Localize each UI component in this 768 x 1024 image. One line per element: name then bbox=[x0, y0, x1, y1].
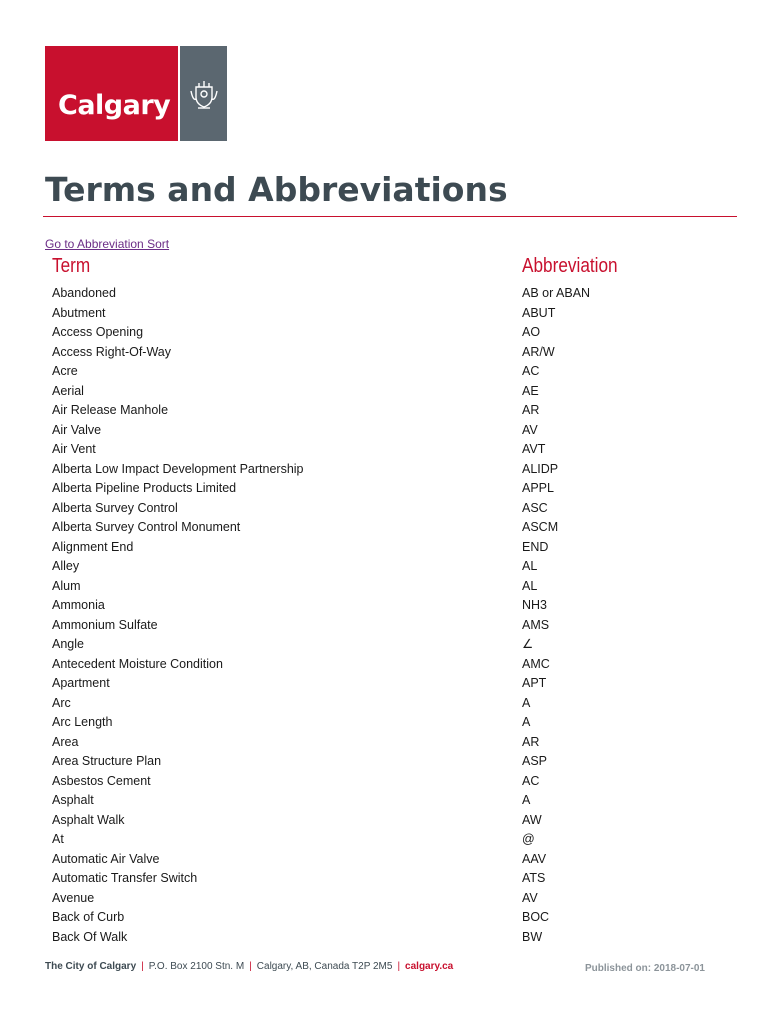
table-row bbox=[0, 791, 768, 811]
table-row bbox=[0, 284, 768, 304]
abbreviation-cell: BW bbox=[522, 929, 543, 944]
abbreviation-cell: AVT bbox=[522, 442, 546, 456]
table-row bbox=[0, 518, 768, 538]
table-row bbox=[0, 869, 768, 889]
abbreviation-cell: AMC bbox=[522, 656, 550, 671]
term-cell: Automatic Transfer Switch bbox=[52, 871, 198, 885]
abbreviation-cell: AMS bbox=[522, 617, 550, 632]
table-row bbox=[0, 674, 768, 694]
abbreviation-cell: AL bbox=[522, 559, 538, 573]
term-cell: Alberta Survey Control Monument bbox=[52, 520, 241, 534]
term-cell: Air Vent bbox=[52, 442, 96, 456]
table-row bbox=[0, 460, 768, 480]
logo-crest-block bbox=[180, 46, 227, 141]
term-cell: Alley bbox=[52, 559, 80, 573]
table-row bbox=[0, 616, 768, 636]
abbreviation-cell: @ bbox=[522, 832, 535, 846]
logo-red-block bbox=[45, 46, 178, 141]
footer-org: The City of Calgary bbox=[45, 961, 137, 972]
page-title: Terms and Abbreviations bbox=[45, 170, 508, 209]
abbreviation-cell: AR bbox=[522, 403, 540, 417]
term-cell: Asphalt bbox=[52, 793, 94, 807]
abbreviation-cell: AL bbox=[522, 578, 538, 593]
table-row bbox=[0, 772, 768, 792]
table-row bbox=[0, 304, 768, 324]
term-cell: Arc Length bbox=[52, 715, 113, 729]
table-row bbox=[0, 752, 768, 772]
table-row bbox=[0, 811, 768, 831]
term-cell: Automatic Air Valve bbox=[52, 851, 160, 866]
table-row bbox=[0, 440, 768, 460]
abbreviation-cell: AR bbox=[522, 734, 540, 749]
abbreviation-column-header: Abbreviation bbox=[522, 255, 618, 277]
abbreviation-cell: APT bbox=[522, 676, 547, 690]
term-cell: Ammonia bbox=[52, 598, 105, 612]
abbreviation-cell: AV bbox=[522, 422, 538, 437]
term-cell: Alignment End bbox=[52, 539, 134, 554]
table-row bbox=[0, 499, 768, 519]
term-cell: Area Structure Plan bbox=[52, 754, 162, 768]
abbreviation-cell: A bbox=[522, 715, 531, 729]
abbreviation-cell: END bbox=[522, 539, 549, 554]
abbreviation-cell: AW bbox=[522, 812, 542, 827]
term-cell: Air Valve bbox=[52, 422, 102, 437]
term-cell: Avenue bbox=[52, 890, 95, 905]
table-row bbox=[0, 635, 768, 655]
table-row bbox=[0, 557, 768, 577]
term-cell: Alum bbox=[52, 578, 81, 593]
abbreviation-sort-link[interactable]: Go to Abbreviation Sort bbox=[45, 237, 170, 251]
abbreviation-cell: A bbox=[522, 695, 531, 710]
logo-wordmark: Calgary bbox=[58, 90, 171, 121]
title-divider bbox=[43, 216, 737, 217]
table-row bbox=[0, 596, 768, 616]
term-cell: Area bbox=[52, 734, 79, 749]
table-row bbox=[0, 421, 768, 441]
table-row bbox=[0, 830, 768, 850]
table-row bbox=[0, 733, 768, 753]
term-cell: Antecedent Moisture Condition bbox=[52, 656, 223, 671]
table-row bbox=[0, 401, 768, 421]
calgary-logo bbox=[45, 46, 227, 141]
abbreviation-cell: AC bbox=[522, 364, 540, 378]
abbreviation-cell: AR/W bbox=[522, 344, 555, 359]
footer-website-link[interactable]: calgary.ca bbox=[405, 961, 454, 972]
term-cell: Abandoned bbox=[52, 286, 116, 300]
abbreviation-cell: ASP bbox=[522, 754, 548, 768]
abbreviation-cell: BOC bbox=[522, 910, 550, 924]
term-cell: Alberta Pipeline Products Limited bbox=[52, 481, 237, 495]
term-cell: Abutment bbox=[52, 305, 106, 320]
table-row bbox=[0, 577, 768, 597]
term-cell: Back Of Walk bbox=[52, 929, 128, 944]
table-row bbox=[0, 850, 768, 870]
table-row bbox=[0, 908, 768, 928]
term-cell: Arc bbox=[52, 695, 71, 710]
abbreviation-cell: AC bbox=[522, 773, 540, 788]
table-row bbox=[0, 694, 768, 714]
term-column-header: Term bbox=[52, 255, 91, 277]
table-row bbox=[0, 655, 768, 675]
abbreviation-cell: AB or ABAN bbox=[522, 286, 591, 300]
city-crest-icon bbox=[187, 77, 221, 111]
abbreviation-cell: NH3 bbox=[522, 598, 548, 612]
table-row bbox=[0, 713, 768, 733]
footer-po-box: P.O. Box 2100 Stn. M bbox=[148, 961, 245, 972]
term-cell: Aerial bbox=[52, 383, 84, 398]
term-cell: Acre bbox=[52, 364, 78, 378]
term-cell: Alberta Low Impact Development Partnership bbox=[52, 461, 304, 476]
term-cell: Ammonium Sulfate bbox=[52, 617, 158, 632]
abbreviation-cell: ∠ bbox=[522, 637, 534, 651]
term-cell: Back of Curb bbox=[52, 910, 125, 924]
term-cell: Access Right-Of-Way bbox=[52, 344, 172, 359]
table-row bbox=[0, 479, 768, 499]
table-row bbox=[0, 323, 768, 343]
abbreviation-cell: ABUT bbox=[522, 305, 556, 320]
table-row bbox=[0, 889, 768, 909]
footer-address: The City of Calgary | P.O. Box 2100 Stn. M | Calgary, AB, Canada T2P 2M5 | calgary.ca bbox=[45, 961, 454, 972]
term-cell: Apartment bbox=[52, 676, 110, 690]
table-row bbox=[0, 343, 768, 363]
abbreviation-cell: AE bbox=[522, 383, 539, 398]
abbreviation-cell: APPL bbox=[522, 481, 554, 495]
term-cell: Access Opening bbox=[52, 325, 144, 339]
abbreviation-cell: A bbox=[522, 793, 531, 807]
abbreviation-cell: ATS bbox=[522, 871, 546, 885]
table-row bbox=[0, 538, 768, 558]
term-cell: Air Release Manhole bbox=[52, 403, 169, 417]
published-date: Published on: 2018-07-01 bbox=[584, 963, 705, 974]
abbreviation-cell: AAV bbox=[522, 851, 547, 866]
table-row bbox=[0, 362, 768, 382]
term-cell: Asphalt Walk bbox=[52, 812, 125, 827]
table-row bbox=[0, 928, 768, 948]
terms-table bbox=[0, 284, 768, 947]
term-cell: Alberta Survey Control bbox=[52, 500, 178, 515]
abbreviation-cell: ASC bbox=[522, 500, 548, 515]
abbreviation-cell: AV bbox=[522, 890, 538, 905]
footer-city-address: Calgary, AB, Canada T2P 2M5 bbox=[256, 961, 393, 972]
term-cell: Angle bbox=[52, 637, 84, 651]
table-row bbox=[0, 382, 768, 402]
term-cell: Asbestos Cement bbox=[52, 773, 151, 788]
abbreviation-cell: AO bbox=[522, 325, 541, 339]
abbreviation-cell: ALIDP bbox=[522, 461, 559, 476]
term-cell: At bbox=[52, 832, 64, 846]
abbreviation-cell: ASCM bbox=[522, 520, 559, 534]
